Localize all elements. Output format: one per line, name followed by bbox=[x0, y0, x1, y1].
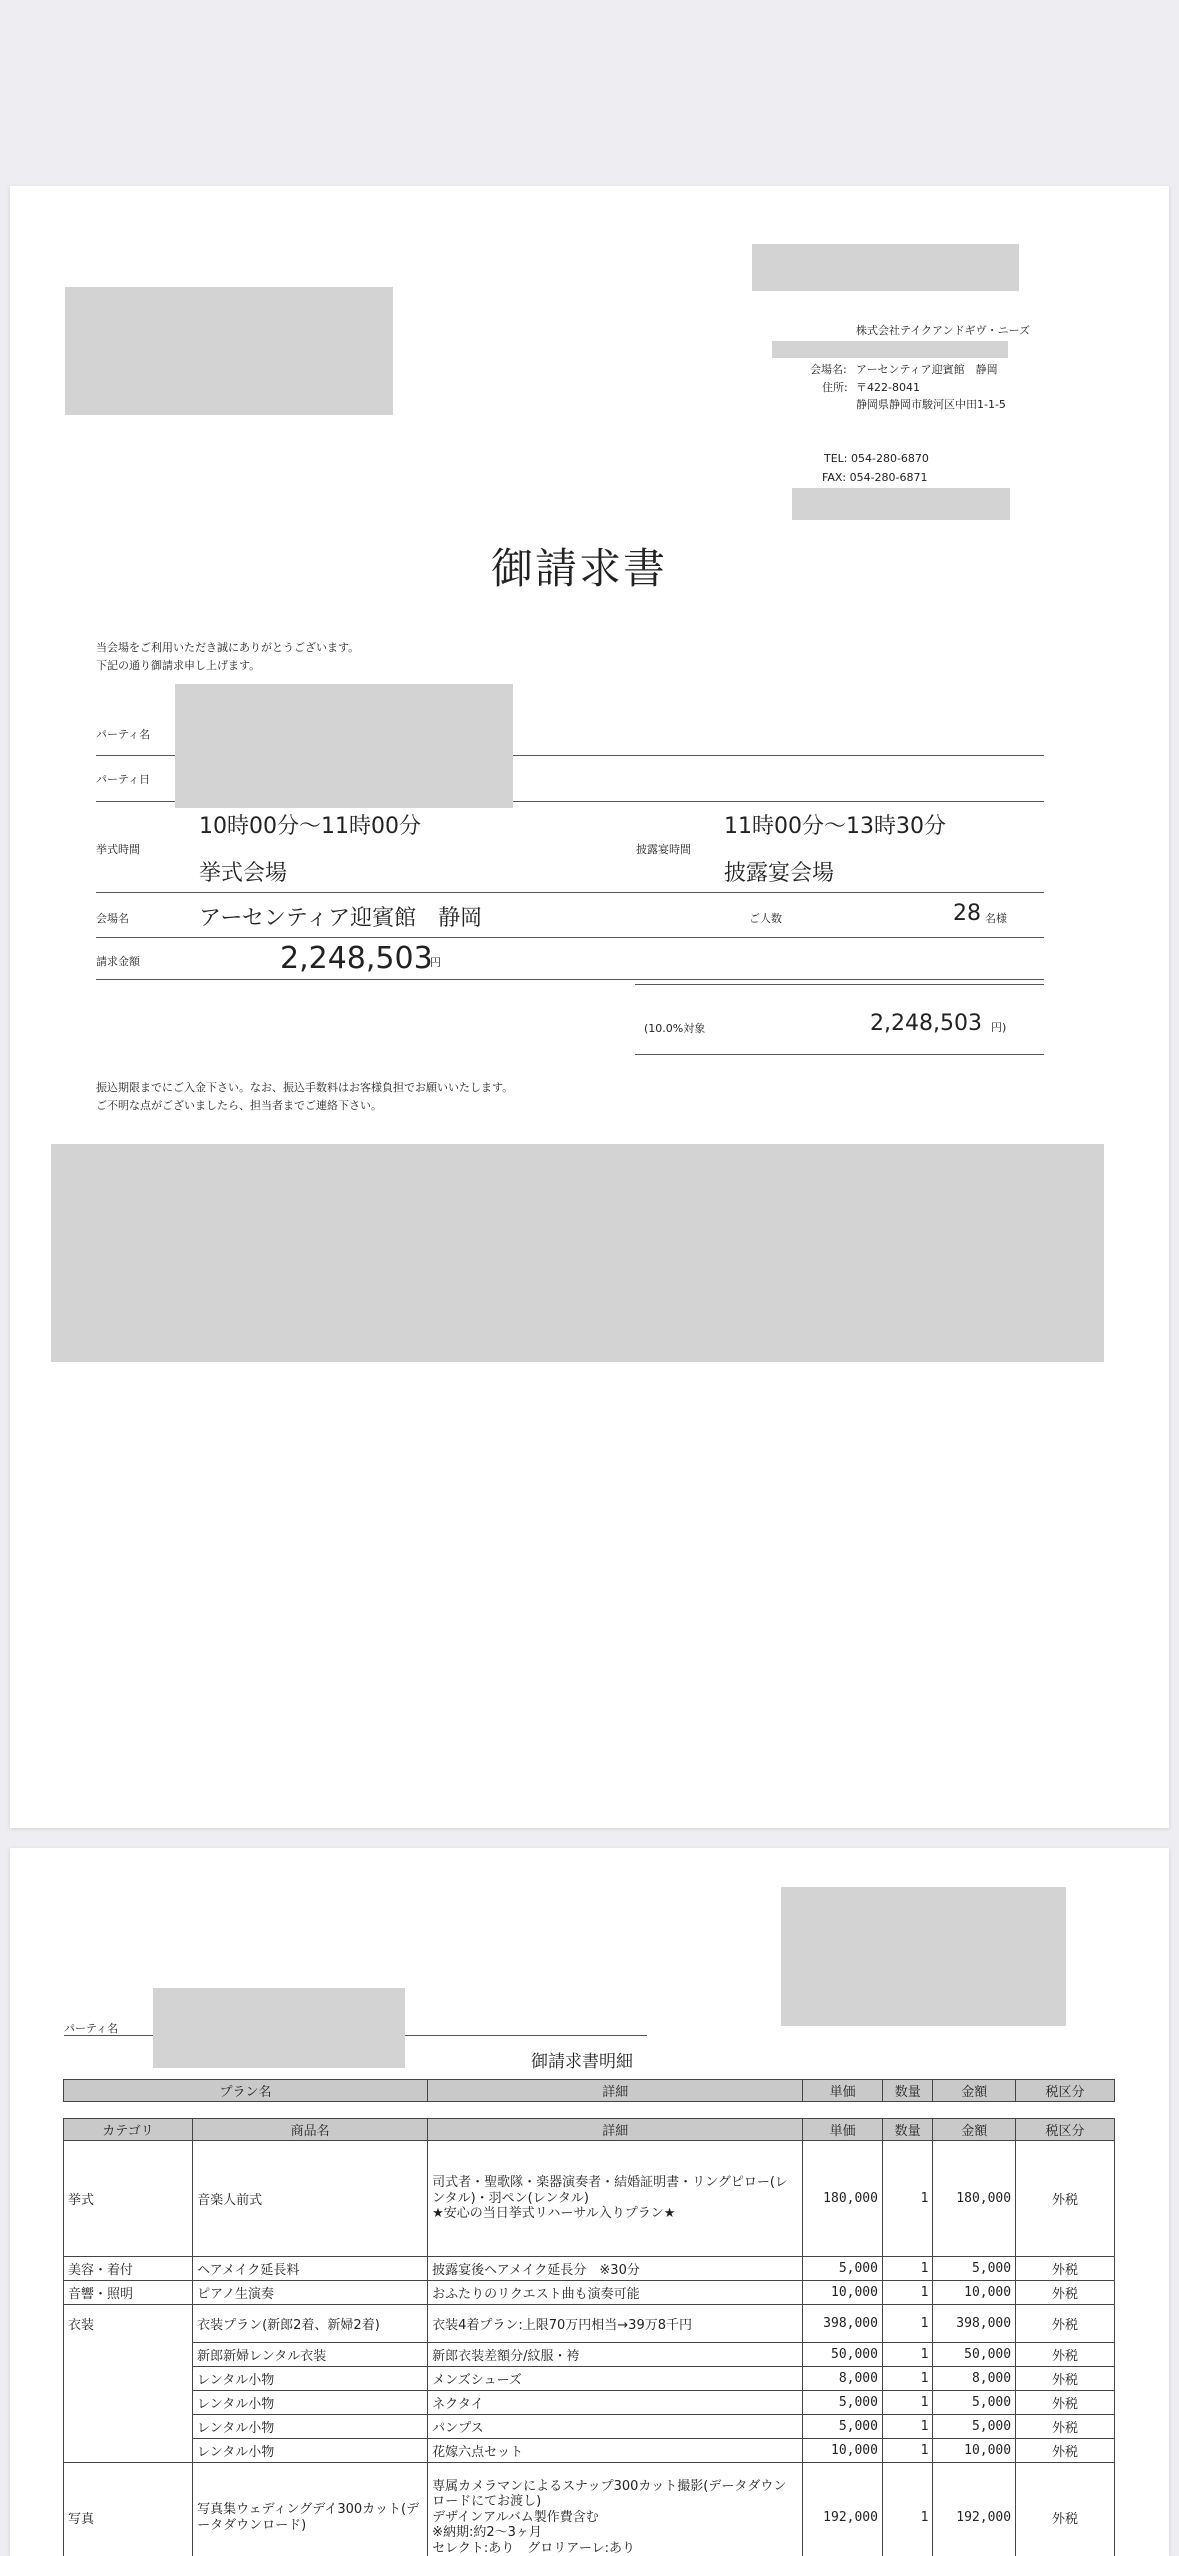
cell-amount: 180,000 bbox=[933, 2141, 1016, 2257]
cell-detail: 披露宴後ヘアメイク延長分 ※30分 bbox=[428, 2257, 803, 2281]
cell-product: 音楽人前式 bbox=[193, 2141, 428, 2257]
cell-product: 衣装プラン(新郎2着、新婦2着) bbox=[193, 2305, 428, 2343]
redacted-line bbox=[772, 341, 1008, 358]
cell-unit-price: 50,000 bbox=[803, 2343, 883, 2367]
payment-note-1: 振込期限までにご入金下さい。なお、振込手数料はお客様負担でお願いいたします。 bbox=[96, 1081, 514, 1094]
cell-qty: 1 bbox=[882, 2281, 932, 2305]
cell-qty: 1 bbox=[882, 2415, 932, 2439]
plan-header: プラン名 bbox=[64, 2080, 428, 2102]
table-row bbox=[64, 2439, 1115, 2463]
plan-header: 単価 bbox=[803, 2080, 883, 2102]
redacted-bank-info bbox=[51, 1144, 1104, 1362]
cell-product: 写真集ウェディングデイ300カット(データダウンロード) bbox=[193, 2463, 428, 2556]
cell-unit-price: 8,000 bbox=[803, 2367, 883, 2391]
cell-detail: 花嫁六点セット bbox=[428, 2439, 803, 2463]
cell-amount: 10,000 bbox=[933, 2439, 1016, 2463]
cell-unit-price: 5,000 bbox=[803, 2415, 883, 2439]
plan-table bbox=[63, 2079, 1115, 2102]
cell-product: 新郎新婦レンタル衣装 bbox=[193, 2343, 428, 2367]
party-name-label: パーティ名 bbox=[64, 2022, 119, 2035]
cell-detail: パンプス bbox=[428, 2415, 803, 2439]
cell-qty: 1 bbox=[882, 2367, 932, 2391]
cell-amount: 8,000 bbox=[933, 2367, 1016, 2391]
company-name: 株式会社テイクアンドギヴ・ニーズ bbox=[856, 324, 1031, 337]
cell-category bbox=[64, 2391, 193, 2415]
cell-category: 写真 bbox=[64, 2463, 193, 2556]
address-label: 住所: bbox=[822, 381, 848, 394]
cell-detail: 司式者・聖歌隊・楽器演奏者・結婚証明書・リングピロー(レンタル)・羽ペン(レンタル) ★安心の当日挙式リハーサル入りプラン★ bbox=[428, 2141, 803, 2257]
cell-product: レンタル小物 bbox=[193, 2391, 428, 2415]
tax-suffix: 円) bbox=[991, 1021, 1007, 1034]
redacted-line bbox=[792, 488, 1010, 520]
cell-amount: 5,000 bbox=[933, 2415, 1016, 2439]
cell-category: 美容・着付 bbox=[64, 2257, 193, 2281]
table-row bbox=[64, 2305, 1115, 2343]
cell-tax: 外税 bbox=[1016, 2391, 1115, 2415]
fax: FAX: 054-280-6871 bbox=[822, 471, 928, 484]
cell-qty: 1 bbox=[882, 2305, 932, 2343]
cell-unit-price: 10,000 bbox=[803, 2281, 883, 2305]
table-row bbox=[64, 2391, 1115, 2415]
cell-product: レンタル小物 bbox=[193, 2439, 428, 2463]
cell-amount: 398,000 bbox=[933, 2305, 1016, 2343]
cell-tax: 外税 bbox=[1016, 2415, 1115, 2439]
cell-category bbox=[64, 2415, 193, 2439]
cell-category: 挙式 bbox=[64, 2141, 193, 2257]
cell-tax: 外税 bbox=[1016, 2141, 1115, 2257]
plan-header: 税区分 bbox=[1016, 2080, 1115, 2102]
cell-detail: 衣装4着プラン:上限70万円相当→39万8千円 bbox=[428, 2305, 803, 2343]
table-row bbox=[64, 2281, 1115, 2305]
plan-header: 数量 bbox=[882, 2080, 932, 2102]
reception-place: 披露宴会場 bbox=[724, 861, 835, 886]
cell-category: 衣装 bbox=[64, 2305, 193, 2343]
cell-qty: 1 bbox=[882, 2141, 932, 2257]
table-row bbox=[64, 2415, 1115, 2439]
cell-unit-price: 398,000 bbox=[803, 2305, 883, 2343]
cell-tax: 外税 bbox=[1016, 2463, 1115, 2556]
cell-unit-price: 180,000 bbox=[803, 2141, 883, 2257]
venue-name-label: 会場名 bbox=[96, 912, 129, 925]
cell-product: レンタル小物 bbox=[193, 2367, 428, 2391]
reception-time-label: 披露宴時間 bbox=[636, 843, 691, 856]
cell-tax: 外税 bbox=[1016, 2439, 1115, 2463]
ceremony-place: 挙式会場 bbox=[199, 861, 288, 886]
rule bbox=[96, 979, 1044, 980]
party-name-label: パーティ名 bbox=[96, 728, 151, 741]
tel: TEL: 054-280-6870 bbox=[824, 452, 929, 465]
ceremony-time-label: 挙式時間 bbox=[96, 843, 140, 856]
cell-unit-price: 10,000 bbox=[803, 2439, 883, 2463]
cell-detail: おふたりのリクエスト曲も演奏可能 bbox=[428, 2281, 803, 2305]
redacted-logo bbox=[65, 287, 393, 415]
table-row bbox=[64, 2343, 1115, 2367]
invoice-page bbox=[10, 186, 1169, 1828]
page-title: 御請求書 bbox=[491, 544, 668, 593]
redacted-party-info bbox=[175, 684, 513, 808]
invoice-amount: 2,248,503 bbox=[280, 941, 433, 976]
venue-value: アーセンティア迎賓館 静岡 bbox=[856, 363, 998, 376]
cell-category bbox=[64, 2439, 193, 2463]
items-header: 単価 bbox=[803, 2119, 883, 2141]
greeting-line-1: 当会場をご利用いただき誠にありがとうございます。 bbox=[96, 641, 360, 654]
cell-unit-price: 192,000 bbox=[803, 2463, 883, 2556]
amount-yen: 円 bbox=[430, 956, 441, 969]
items-header: 詳細 bbox=[428, 2119, 803, 2141]
items-table bbox=[63, 2118, 1115, 2556]
items-header: 商品名 bbox=[193, 2119, 428, 2141]
cell-detail: メンズシューズ bbox=[428, 2367, 803, 2391]
venue-name: アーセンティア迎賓館 静岡 bbox=[199, 906, 483, 931]
items-header: 数量 bbox=[882, 2119, 932, 2141]
cell-amount: 5,000 bbox=[933, 2391, 1016, 2415]
postal-code: 〒422-8041 bbox=[856, 381, 920, 394]
cell-qty: 1 bbox=[882, 2257, 932, 2281]
cell-category: 音響・照明 bbox=[64, 2281, 193, 2305]
items-header: 金額 bbox=[933, 2119, 1016, 2141]
cell-qty: 1 bbox=[882, 2391, 932, 2415]
rule bbox=[635, 984, 1044, 985]
cell-category bbox=[64, 2367, 193, 2391]
cell-qty: 1 bbox=[882, 2343, 932, 2367]
party-date-label: パーティ日 bbox=[96, 773, 151, 786]
cell-amount: 5,000 bbox=[933, 2257, 1016, 2281]
cell-qty: 1 bbox=[882, 2439, 932, 2463]
details-title: 御請求書明細 bbox=[531, 2052, 633, 2072]
rule bbox=[635, 1054, 1044, 1055]
cell-amount: 50,000 bbox=[933, 2343, 1016, 2367]
greeting-line-2: 下記の通り御請求申し上げます。 bbox=[96, 659, 261, 672]
cell-product: ヘアメイク延長料 bbox=[193, 2257, 428, 2281]
cell-tax: 外税 bbox=[1016, 2257, 1115, 2281]
cell-detail: 専属カメラマンによるスナップ300カット撮影(データダウンロードにてお渡し) デザインアルバム製作費含む ※納期:約2〜3ヶ月 セレクト:あり グロリアーレ:あり bbox=[428, 2463, 803, 2556]
table-row bbox=[64, 2257, 1115, 2281]
redacted-header-block bbox=[781, 1887, 1066, 2026]
guests-unit: 名様 bbox=[985, 912, 1007, 925]
cell-amount: 192,000 bbox=[933, 2463, 1016, 2556]
reception-time: 11時00分〜13時30分 bbox=[724, 814, 946, 839]
cell-detail: 新郎衣装差額分/紋服・袴 bbox=[428, 2343, 803, 2367]
cell-detail: ネクタイ bbox=[428, 2391, 803, 2415]
cell-product: レンタル小物 bbox=[193, 2415, 428, 2439]
cell-tax: 外税 bbox=[1016, 2343, 1115, 2367]
tax-label: (10.0%対象 bbox=[644, 1022, 706, 1035]
items-header: カテゴリ bbox=[64, 2119, 193, 2141]
cell-tax: 外税 bbox=[1016, 2367, 1115, 2391]
items-header: 税区分 bbox=[1016, 2119, 1115, 2141]
cell-unit-price: 5,000 bbox=[803, 2391, 883, 2415]
table-row bbox=[64, 2367, 1115, 2391]
cell-tax: 外税 bbox=[1016, 2305, 1115, 2343]
redacted-header-block bbox=[752, 244, 1019, 291]
plan-header: 金額 bbox=[933, 2080, 1016, 2102]
cell-tax: 外税 bbox=[1016, 2281, 1115, 2305]
cell-qty: 1 bbox=[882, 2463, 932, 2556]
cell-unit-price: 5,000 bbox=[803, 2257, 883, 2281]
rule bbox=[96, 937, 1044, 938]
plan-header: 詳細 bbox=[428, 2080, 803, 2102]
venue-label: 会場名: bbox=[810, 363, 847, 376]
table-row bbox=[64, 2141, 1115, 2257]
cell-product: ピアノ生演奏 bbox=[193, 2281, 428, 2305]
address: 静岡県静岡市駿河区中田1-1-5 bbox=[856, 398, 1006, 411]
payment-note-2: ご不明な点がございましたら、担当者までご連絡下さい。 bbox=[96, 1099, 382, 1112]
table-row bbox=[64, 2463, 1115, 2556]
guests-label: ご人数 bbox=[749, 912, 782, 925]
redacted-party-name bbox=[153, 1988, 405, 2068]
cell-amount: 10,000 bbox=[933, 2281, 1016, 2305]
invoice-details-page bbox=[10, 1848, 1169, 2556]
tax-amount: 2,248,503 bbox=[870, 1011, 982, 1036]
amount-label: 請求金額 bbox=[96, 955, 140, 968]
guests-count: 28 bbox=[953, 901, 981, 926]
rule bbox=[96, 892, 1044, 893]
cell-category bbox=[64, 2343, 193, 2367]
ceremony-time: 10時00分〜11時00分 bbox=[199, 814, 421, 839]
